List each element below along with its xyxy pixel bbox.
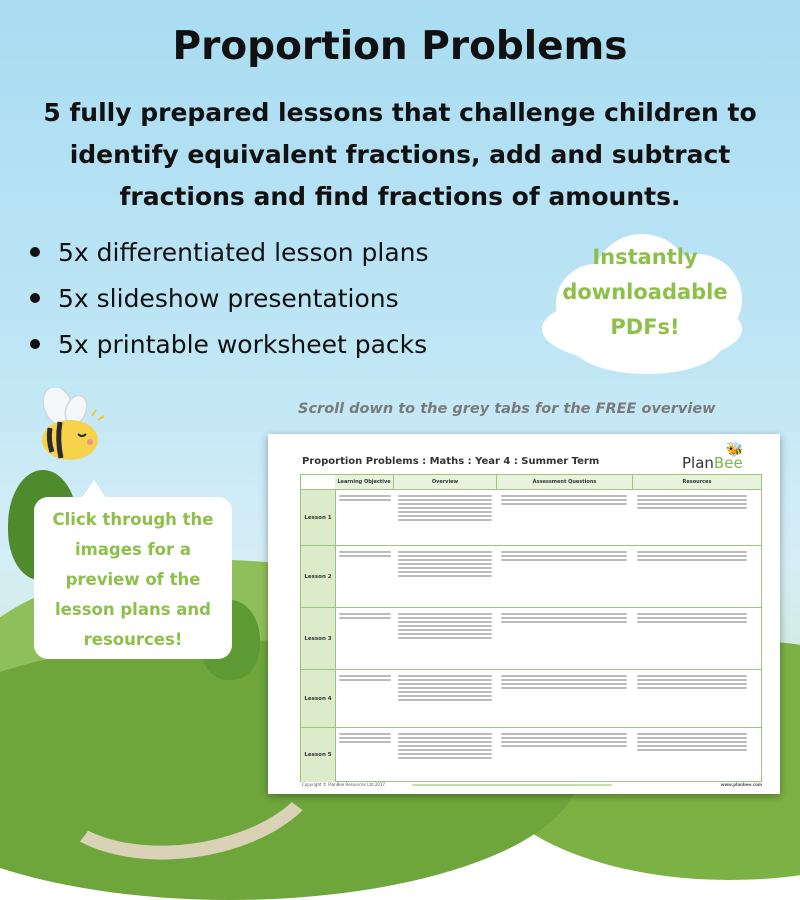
row-label: Lesson 1 <box>301 490 336 546</box>
hint-line: images for a <box>74 540 192 559</box>
assessment-cell <box>501 673 627 691</box>
logo-bee: Bee <box>713 454 743 472</box>
bullet-icon <box>30 247 40 257</box>
hint-line: lesson plans and <box>55 600 211 619</box>
doc-title: Proportion Problems : Maths : Year 4 : Summer Term <box>302 456 600 467</box>
feature-label: 5x differentiated lesson plans <box>58 238 429 267</box>
lesson-table <box>300 474 762 782</box>
doc-footer <box>302 782 762 787</box>
resources-cell <box>637 731 747 753</box>
row-label: Lesson 5 <box>301 728 336 782</box>
resources-cell <box>637 493 747 511</box>
feature-label: 5x printable worksheet packs <box>58 330 428 359</box>
badge-line: Instantly <box>592 245 698 269</box>
resources-cell <box>637 611 747 625</box>
badge-line: downloadable <box>562 280 728 304</box>
feature-item <box>24 322 429 368</box>
speech-bubble-tail <box>82 480 106 498</box>
assessment-cell <box>501 611 627 625</box>
feature-item <box>24 230 429 276</box>
hint-line: Click through the <box>52 510 214 529</box>
feature-list <box>24 230 429 368</box>
table-row <box>301 545 761 608</box>
preview-hint <box>34 505 232 655</box>
column-header: Learning Objective <box>335 475 394 489</box>
assessment-cell <box>501 731 627 749</box>
instant-download-badge <box>540 240 750 345</box>
column-header: Assessment Questions <box>497 475 633 489</box>
resources-cell <box>637 549 747 563</box>
feature-label: 5x slideshow presentations <box>58 284 399 313</box>
subtitle-line: identify equivalent fractions, add and subtract <box>69 140 731 169</box>
page-title: Proportion Problems <box>172 24 628 69</box>
assessment-cell <box>501 493 627 507</box>
logo-plan: Plan <box>682 454 714 472</box>
overview-cell <box>398 731 492 761</box>
doc-website: www.planbee.com <box>720 782 762 787</box>
scroll-note: Scroll down to the grey tabs for the FREE overview <box>298 401 716 417</box>
table-row <box>301 489 761 546</box>
bee-mascot-icon <box>28 388 108 468</box>
subtitle-line: fractions and find fractions of amounts. <box>119 182 681 211</box>
column-header: Overview <box>394 475 497 489</box>
doc-copyright: Copyright © PlanBee Resources Ltd 2017 <box>302 782 386 787</box>
hint-line: resources! <box>83 630 183 649</box>
row-label: Lesson 3 <box>301 608 336 670</box>
overview-cell <box>398 673 492 703</box>
subtitle-line: 5 fully prepared lessons that challenge children to <box>43 98 757 127</box>
objective-cell <box>339 549 391 559</box>
objective-cell <box>339 731 391 745</box>
bullet-icon <box>30 339 40 349</box>
feature-item <box>24 276 429 322</box>
overview-cell <box>398 493 492 523</box>
badge-line: PDFs! <box>610 315 680 339</box>
page-subtitle <box>20 92 780 218</box>
assessment-cell <box>501 549 627 563</box>
row-label: Lesson 4 <box>301 670 336 728</box>
overview-cell <box>398 611 492 641</box>
doc-footnote <box>412 782 612 789</box>
table-row <box>301 727 761 782</box>
bee-logo-icon: 🐝 <box>726 442 744 458</box>
overview-cell <box>398 549 492 579</box>
row-label: Lesson 2 <box>301 546 336 608</box>
table-row <box>301 607 761 670</box>
bullet-icon <box>30 293 40 303</box>
column-header: Resources <box>633 475 761 489</box>
objective-cell <box>339 493 391 503</box>
resources-cell <box>637 673 747 691</box>
table-row <box>301 669 761 728</box>
hint-line: preview of the <box>65 570 201 589</box>
lesson-plan-preview[interactable] <box>268 434 780 794</box>
objective-cell <box>339 611 391 621</box>
objective-cell <box>339 673 391 683</box>
